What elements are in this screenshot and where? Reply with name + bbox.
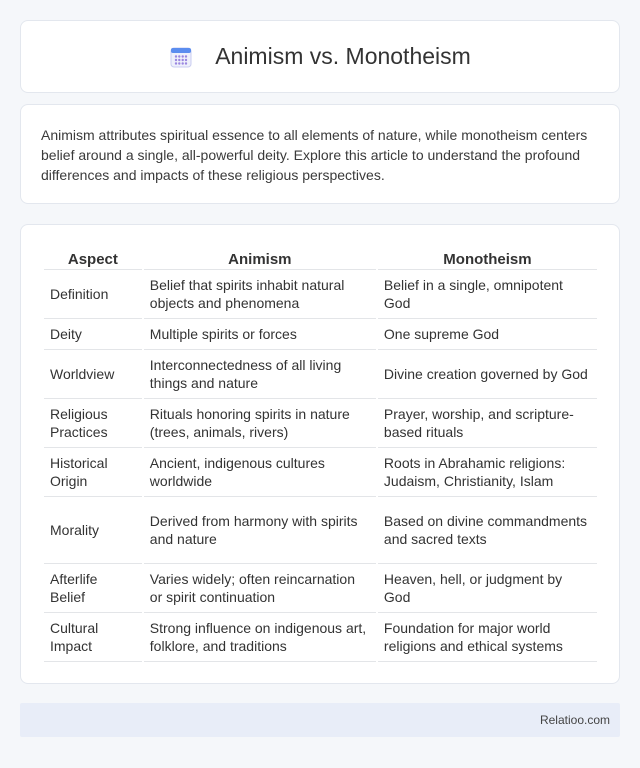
table-row	[44, 350, 597, 399]
cell-animism: Belief that spirits inhabit natural objects and phenomena	[144, 270, 376, 319]
table-row	[44, 270, 597, 319]
cell-aspect: Afterlife Belief	[44, 564, 142, 613]
cell-aspect: Definition	[44, 270, 142, 319]
intro-paragraph: Animism attributes spiritual essence to all elements of nature, while monotheism centers belief around a single, all-powerful deity. Explore this article to understand the profound differences and impacts of these religious perspectives.	[41, 127, 588, 183]
cell-monotheism: One supreme God	[378, 319, 597, 350]
comparison-table	[42, 245, 599, 662]
table-row	[44, 448, 597, 497]
table-row	[44, 564, 597, 613]
cell-aspect: Deity	[44, 319, 142, 350]
cell-monotheism: Roots in Abrahamic religions: Judaism, Christianity, Islam	[378, 448, 597, 497]
header-animism: Animism	[144, 245, 376, 270]
cell-monotheism: Divine creation governed by God	[378, 350, 597, 399]
page-title: Animism vs. Monotheism	[215, 43, 471, 69]
cell-monotheism: Based on divine commandments and sacred texts	[378, 497, 597, 564]
cell-animism: Derived from harmony with spirits and nature	[144, 497, 376, 564]
title-card	[20, 20, 620, 93]
table-row	[44, 319, 597, 350]
cell-aspect: Religious Practices	[44, 399, 142, 448]
table-row	[44, 399, 597, 448]
intro-card	[20, 104, 620, 204]
cell-animism: Varies widely; often reincarnation or spirit continuation	[144, 564, 376, 613]
footer	[20, 703, 620, 737]
table-row	[44, 613, 597, 662]
cell-animism: Ancient, indigenous cultures worldwide	[144, 448, 376, 497]
cell-monotheism: Foundation for major world religions and ethical systems	[378, 613, 597, 662]
footer-site-name: Relatioo.com	[539, 713, 610, 727]
comparison-card	[20, 224, 620, 684]
cell-aspect: Morality	[44, 497, 142, 564]
cell-animism: Strong influence on indigenous art, folklore, and traditions	[144, 613, 376, 662]
cell-animism: Multiple spirits or forces	[144, 319, 376, 350]
table-row	[44, 497, 597, 564]
cell-aspect: Worldview	[44, 350, 142, 399]
cell-monotheism: Belief in a single, omnipotent God	[378, 270, 597, 319]
cell-aspect: Historical Origin	[44, 448, 142, 497]
table-header-row	[44, 245, 597, 270]
header-aspect: Aspect	[44, 245, 142, 270]
header-monotheism: Monotheism	[378, 245, 597, 270]
cell-monotheism: Prayer, worship, and scripture-based rituals	[378, 399, 597, 448]
calendar-icon	[169, 45, 193, 69]
cell-animism: Interconnectedness of all living things and nature	[144, 350, 376, 399]
cell-animism: Rituals honoring spirits in nature (trees, animals, rivers)	[144, 399, 376, 448]
cell-aspect: Cultural Impact	[44, 613, 142, 662]
cell-monotheism: Heaven, hell, or judgment by God	[378, 564, 597, 613]
